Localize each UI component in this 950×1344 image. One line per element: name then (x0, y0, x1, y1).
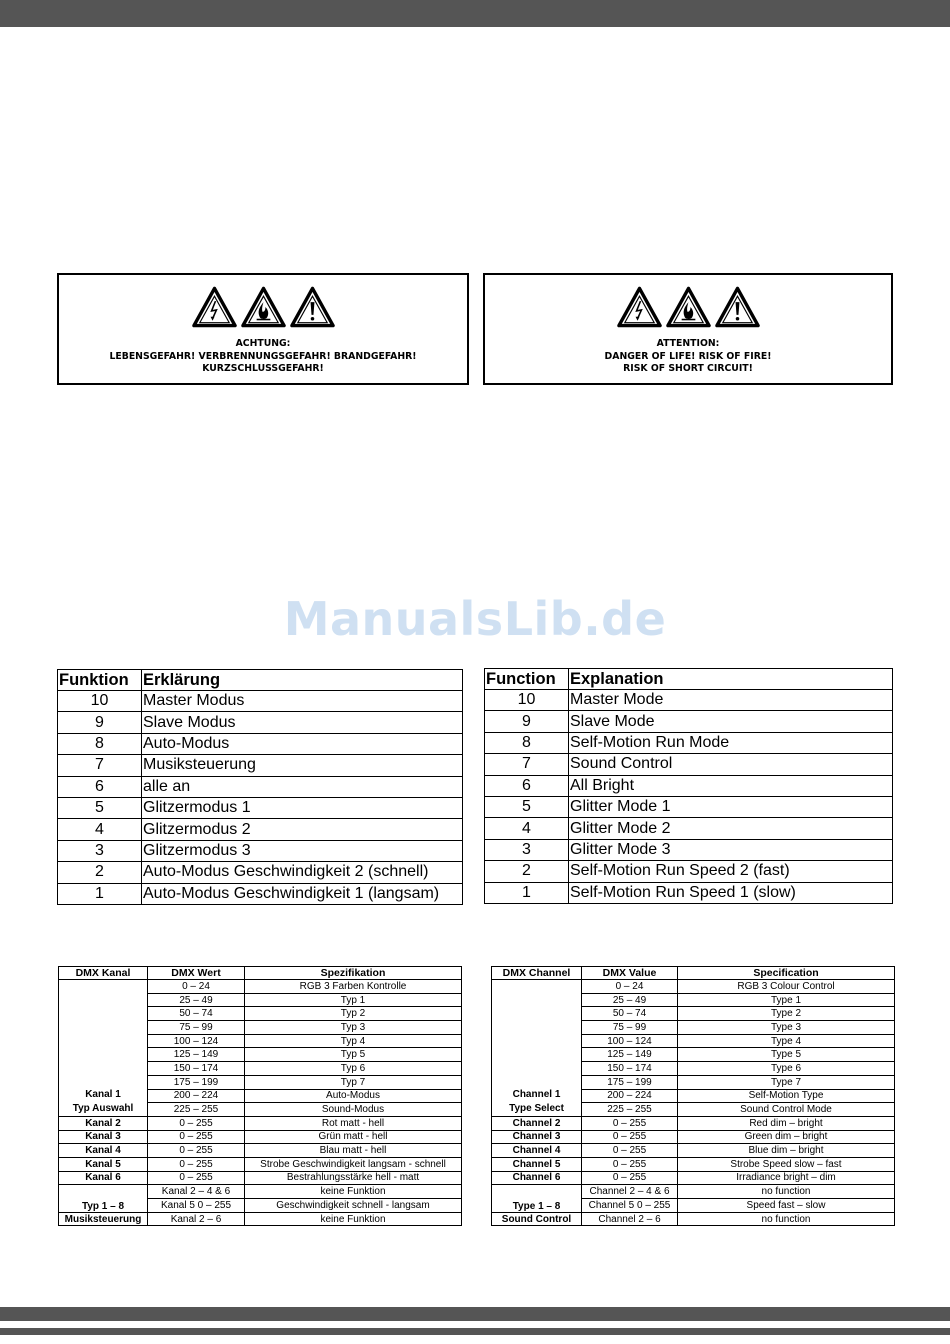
table-row (492, 1144, 895, 1158)
dmx-value: 0 – 255 (582, 1144, 678, 1158)
dmx-value: 200 – 224 (582, 1089, 678, 1103)
channel-label: Sound Control (492, 1212, 582, 1226)
channel-label: Musiksteuerung (59, 1212, 148, 1226)
channel-label: Kanal 2 (59, 1116, 148, 1130)
dmx-value: 0 – 255 (582, 1116, 678, 1130)
specification: Type 5 (678, 1048, 895, 1062)
warning-line: RISK OF SHORT CIRCUIT! (623, 363, 753, 374)
function-number: 10 (58, 691, 142, 712)
specification: Rot matt - hell (245, 1116, 462, 1130)
dmx-value: Channel 2 – 4 & 6 (582, 1185, 678, 1199)
table-row (59, 1144, 462, 1158)
specification: Blau matt - hell (245, 1144, 462, 1158)
table-row (485, 796, 893, 817)
specification: Irradiance bright – dim (678, 1171, 895, 1185)
table-row (59, 980, 462, 994)
channel-label (492, 980, 582, 1117)
specification: Typ 7 (245, 1075, 462, 1089)
table-row (492, 1212, 895, 1226)
dmx-value: 100 – 124 (582, 1034, 678, 1048)
function-number: 3 (485, 839, 569, 860)
dmx-value: 0 – 255 (148, 1144, 245, 1158)
specification: keine Funktion (245, 1185, 462, 1199)
column-header: DMX Value (582, 967, 678, 980)
table-row (59, 1116, 462, 1130)
specification: Typ 6 (245, 1062, 462, 1076)
specification: RGB 3 Farben Kontrolle (245, 980, 462, 994)
specification: Sound Control Mode (678, 1103, 895, 1117)
warning-icons (59, 286, 467, 330)
table-header-row (485, 669, 893, 690)
channel-subtitle: Type Select (509, 1103, 564, 1115)
specification: keine Funktion (245, 1212, 462, 1226)
warning-line: DANGER OF LIFE! RISK OF FIRE! (604, 350, 772, 362)
function-number: 7 (485, 754, 569, 775)
function-description: Self-Motion Run Mode (569, 732, 893, 753)
function-number: 6 (485, 775, 569, 796)
function-number: 9 (58, 712, 142, 733)
specification: Typ 5 (245, 1048, 462, 1062)
function-description: All Bright (569, 775, 893, 796)
function-number: 3 (58, 840, 142, 861)
function-description: Glitzermodus 3 (142, 840, 463, 861)
specification: Type 3 (678, 1021, 895, 1035)
column-header: DMX Kanal (59, 967, 148, 980)
table-row (58, 797, 463, 818)
table-row (59, 1157, 462, 1171)
function-description: Slave Modus (142, 712, 463, 733)
column-header: Explanation (569, 669, 893, 690)
dmx-value: 0 – 24 (148, 980, 245, 994)
table-row (58, 883, 463, 904)
table-row (485, 861, 893, 882)
electric-hazard-icon (617, 286, 662, 328)
dmx-value: 25 – 49 (148, 993, 245, 1007)
table-row (485, 882, 893, 903)
dmx-value: 75 – 99 (148, 1021, 245, 1035)
table-header-row (59, 967, 462, 980)
table-row (485, 711, 893, 732)
channel-name: Channel 1 (512, 1089, 561, 1101)
table-row (492, 1157, 895, 1171)
table-row (58, 776, 463, 797)
table-row (59, 1130, 462, 1144)
column-header: DMX Wert (148, 967, 245, 980)
dmx-value: 150 – 174 (148, 1062, 245, 1076)
dmx-value: Kanal 2 – 4 & 6 (148, 1185, 245, 1199)
specification: Grün matt - hell (245, 1130, 462, 1144)
dmx-value: Channel 2 – 6 (582, 1212, 678, 1226)
column-header: Spezifikation (245, 967, 462, 980)
function-description: Slave Mode (569, 711, 893, 732)
specification: Type 2 (678, 1007, 895, 1021)
dmx-value: 100 – 124 (148, 1034, 245, 1048)
function-description: Glitter Mode 3 (569, 839, 893, 860)
table-row (58, 755, 463, 776)
specification: Red dim – bright (678, 1116, 895, 1130)
function-description: Musiksteuerung (142, 755, 463, 776)
table-row (59, 1185, 462, 1199)
dmx-value: 175 – 199 (582, 1075, 678, 1089)
channel-label: Type 1 – 8 (492, 1185, 582, 1212)
table-row (485, 818, 893, 839)
channel-label: Channel 3 (492, 1130, 582, 1144)
channel-subtitle: Typ Auswahl (72, 1103, 134, 1115)
function-number: 4 (58, 819, 142, 840)
function-description: Glitzermodus 2 (142, 819, 463, 840)
function-description: Glitter Mode 2 (569, 818, 893, 839)
dmx-table-de (58, 966, 462, 1226)
dmx-value: 0 – 24 (582, 980, 678, 994)
function-number: 6 (58, 776, 142, 797)
dmx-value: 0 – 255 (148, 1130, 245, 1144)
dmx-value: Kanal 5 0 – 255 (148, 1199, 245, 1213)
specification: Type 7 (678, 1075, 895, 1089)
specification: Geschwindigkeit schnell - langsam (245, 1199, 462, 1213)
channel-label: Channel 4 (492, 1144, 582, 1158)
warning-icons (485, 286, 891, 330)
column-header: DMX Channel (492, 967, 582, 980)
channel-label: Channel 5 (492, 1157, 582, 1171)
dmx-value: 0 – 255 (148, 1171, 245, 1185)
dmx-value: 225 – 255 (582, 1103, 678, 1117)
specification: Speed fast – slow (678, 1199, 895, 1213)
function-description: Glitzermodus 1 (142, 797, 463, 818)
warning-box-de (57, 273, 469, 385)
table-row (492, 1116, 895, 1130)
bottom-bar (0, 1307, 950, 1321)
specification: Auto-Modus (245, 1089, 462, 1103)
function-description: Auto-Modus Geschwindigkeit 2 (schnell) (142, 862, 463, 883)
function-description: alle an (142, 776, 463, 797)
function-description: Master Mode (569, 690, 893, 711)
dmx-value: 0 – 255 (582, 1157, 678, 1171)
specification: no function (678, 1212, 895, 1226)
fire-hazard-icon (241, 286, 286, 328)
channel-label: Typ 1 – 8 (59, 1185, 148, 1212)
column-header: Specification (678, 967, 895, 980)
table-row (492, 980, 895, 994)
warning-box-en (483, 273, 893, 385)
dmx-value: 0 – 255 (148, 1157, 245, 1171)
channel-label: Channel 2 (492, 1116, 582, 1130)
function-number: 2 (485, 861, 569, 882)
function-number: 2 (58, 862, 142, 883)
function-number: 7 (58, 755, 142, 776)
function-description: Self-Motion Run Speed 1 (slow) (569, 882, 893, 903)
dmx-value: 50 – 74 (582, 1007, 678, 1021)
specification: Typ 1 (245, 993, 462, 1007)
channel-label: Kanal 6 (59, 1171, 148, 1185)
dmx-value: 150 – 174 (582, 1062, 678, 1076)
function-description: Auto-Modus (142, 733, 463, 754)
function-number: 1 (485, 882, 569, 903)
function-table-de (57, 669, 463, 905)
function-description: Glitter Mode 1 (569, 796, 893, 817)
function-number: 8 (58, 733, 142, 754)
table-row (58, 840, 463, 861)
bottom-bar-thin (0, 1328, 950, 1335)
column-header: Funktion (58, 670, 142, 691)
table-row (485, 839, 893, 860)
dmx-value: 25 – 49 (582, 993, 678, 1007)
table-row (58, 712, 463, 733)
dmx-value: 0 – 255 (582, 1171, 678, 1185)
warning-line: LEBENSGEFAHR! VERBRENNUNGSGEFAHR! BRANDGEFAHR! (109, 350, 417, 362)
dmx-value: Kanal 2 – 6 (148, 1212, 245, 1226)
electric-hazard-icon (192, 286, 237, 328)
specification: Typ 3 (245, 1021, 462, 1035)
table-row (58, 862, 463, 883)
warning-line: KURZSCHLUSSGEFAHR! (202, 363, 324, 374)
general-warning-icon (290, 286, 335, 328)
table-row (58, 691, 463, 712)
dmx-value: 225 – 255 (148, 1103, 245, 1117)
specification: Green dim – bright (678, 1130, 895, 1144)
table-row (59, 1212, 462, 1226)
function-table-en (484, 668, 893, 904)
specification: RGB 3 Colour Control (678, 980, 895, 994)
dmx-value: 175 – 199 (148, 1075, 245, 1089)
function-description: Auto-Modus Geschwindigkeit 1 (langsam) (142, 883, 463, 904)
warning-heading: ATTENTION: (656, 338, 720, 349)
table-row (485, 690, 893, 711)
function-description: Sound Control (569, 754, 893, 775)
dmx-value: 125 – 149 (148, 1048, 245, 1062)
specification: Sound-Modus (245, 1103, 462, 1117)
dmx-table-en (491, 966, 895, 1226)
dmx-value: 75 – 99 (582, 1021, 678, 1035)
specification: Strobe Speed slow – fast (678, 1157, 895, 1171)
fire-hazard-icon (666, 286, 711, 328)
specification: Type 6 (678, 1062, 895, 1076)
specification: Bestrahlungsstärke hell - matt (245, 1171, 462, 1185)
channel-label: Kanal 3 (59, 1130, 148, 1144)
general-warning-icon (715, 286, 760, 328)
specification: Blue dim – bright (678, 1144, 895, 1158)
table-row (59, 1171, 462, 1185)
function-description: Self-Motion Run Speed 2 (fast) (569, 861, 893, 882)
table-row (492, 1130, 895, 1144)
specification: Type 4 (678, 1034, 895, 1048)
table-row (492, 1171, 895, 1185)
channel-label: Kanal 5 (59, 1157, 148, 1171)
specification: Typ 2 (245, 1007, 462, 1021)
dmx-value: 125 – 149 (582, 1048, 678, 1062)
dmx-value: 200 – 224 (148, 1089, 245, 1103)
warning-heading: ACHTUNG: (235, 338, 291, 349)
column-header: Function (485, 669, 569, 690)
specification: no function (678, 1185, 895, 1199)
dmx-value: 50 – 74 (148, 1007, 245, 1021)
dmx-value: 0 – 255 (148, 1116, 245, 1130)
table-header-row (58, 670, 463, 691)
specification: Type 1 (678, 993, 895, 1007)
specification: Strobe Geschwindigkeit langsam - schnell (245, 1157, 462, 1171)
table-header-row (492, 967, 895, 980)
table-row (58, 819, 463, 840)
function-number: 5 (58, 797, 142, 818)
top-bar (0, 0, 950, 27)
table-row (485, 775, 893, 796)
function-description: Master Modus (142, 691, 463, 712)
function-number: 1 (58, 883, 142, 904)
column-header: Erklärung (142, 670, 463, 691)
function-number: 5 (485, 796, 569, 817)
function-number: 9 (485, 711, 569, 732)
channel-name: Kanal 1 (85, 1089, 121, 1101)
channel-label: Kanal 4 (59, 1144, 148, 1158)
table-row (485, 732, 893, 753)
function-number: 8 (485, 732, 569, 753)
table-row (492, 1185, 895, 1199)
watermark: ManualsLib.de (283, 592, 667, 646)
specification: Self-Motion Type (678, 1089, 895, 1103)
dmx-value: Channel 5 0 – 255 (582, 1199, 678, 1213)
table-row (485, 754, 893, 775)
function-number: 4 (485, 818, 569, 839)
channel-label (59, 980, 148, 1117)
dmx-value: 0 – 255 (582, 1130, 678, 1144)
specification: Typ 4 (245, 1034, 462, 1048)
table-row (58, 733, 463, 754)
channel-label: Channel 6 (492, 1171, 582, 1185)
function-number: 10 (485, 690, 569, 711)
